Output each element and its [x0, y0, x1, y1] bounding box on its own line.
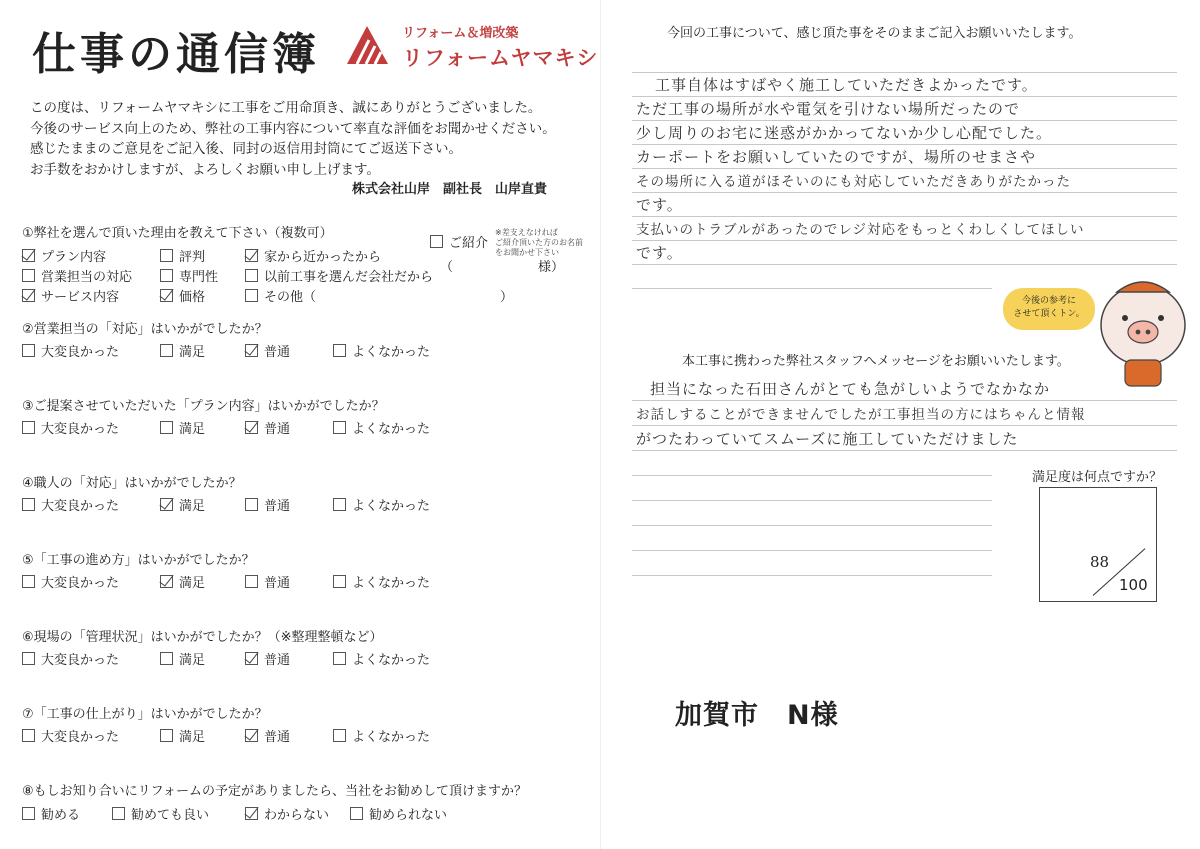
- option-label: 満足: [179, 499, 206, 514]
- checkbox[interactable]: [22, 249, 35, 262]
- handwritten-line: です。: [636, 244, 683, 262]
- rating-option[interactable]: [22, 418, 119, 437]
- handwritten-line: 少し周りのお宅に迷惑がかかってないか少し心配でした。: [636, 124, 1053, 142]
- q8-option[interactable]: [112, 804, 209, 823]
- checkbox[interactable]: [160, 498, 173, 511]
- intro-line: 感じたままのご意見をご記入後、同封の返信用封筒にてご返送下さい。: [30, 141, 462, 157]
- option-label: よくなかった: [352, 422, 431, 437]
- q8-option[interactable]: [245, 804, 329, 823]
- checkbox[interactable]: [22, 575, 35, 588]
- handwritten-line: 工事自体はすばやく施工していただきよかったです。: [655, 76, 1038, 94]
- checkbox[interactable]: [160, 729, 173, 742]
- logo-tagline: リフォーム＆増改築: [402, 26, 519, 41]
- q1-referral-option[interactable]: [430, 232, 488, 251]
- score-value: 88: [1090, 553, 1110, 571]
- checkbox[interactable]: [245, 269, 258, 282]
- option-label: ご紹介: [449, 236, 489, 251]
- option-label: 以前工事を選んだ会社だから: [264, 270, 434, 285]
- satisfaction-question: 満足度は何点ですか？: [1032, 470, 1163, 485]
- handwritten-line: お話しすることができませんでしたが工事担当の方にはちゃんと情報: [636, 407, 1086, 423]
- option-label: 大変良かった: [41, 653, 120, 668]
- q8-option[interactable]: [350, 804, 447, 823]
- ruled-line: [632, 72, 1177, 73]
- impressions-heading: 今回の工事について、感じ頂た事をそのままご記入お願いいたします。: [667, 26, 1082, 41]
- option-label: よくなかった: [352, 730, 431, 745]
- option-label: 普通: [264, 499, 291, 514]
- question-1: ①弊社を選んで頂いた理由を教えて下さい（複数可）: [22, 226, 333, 241]
- pig-mascot-icon: [1095, 270, 1190, 390]
- referral-open-paren: （: [440, 260, 454, 275]
- q1-option[interactable]: [22, 286, 119, 305]
- checkbox[interactable]: [22, 421, 35, 434]
- q8-option[interactable]: [22, 804, 80, 823]
- option-label: 家から近かったから: [264, 250, 382, 265]
- option-label: その他（: [264, 290, 317, 305]
- checkbox[interactable]: [333, 729, 346, 742]
- rating-option[interactable]: [333, 341, 430, 360]
- handwritten-line: ただ工事の場所が水や電気を引けない場所だったので: [636, 100, 1021, 118]
- option-label: 大変良かった: [41, 499, 120, 514]
- checkbox[interactable]: [430, 235, 443, 248]
- option-label: 勧めても良い: [131, 808, 210, 823]
- option-label: 評判: [179, 250, 206, 265]
- ruled-line: [632, 264, 1177, 265]
- checkbox[interactable]: [245, 344, 258, 357]
- ruled-line: [632, 500, 992, 501]
- checkbox[interactable]: [22, 344, 35, 357]
- intro-line: この度は、リフォームヤマキシに工事をご用命頂き、誠にありがとうございました。: [30, 100, 542, 116]
- rating-option[interactable]: [245, 341, 290, 360]
- rating-option[interactable]: [22, 495, 119, 514]
- rating-option[interactable]: [245, 418, 290, 437]
- option-label: 勧められない: [369, 808, 448, 823]
- intro-line: 今後のサービス向上のため、弊社の工事内容について率直な評価をお聞かせください。: [30, 120, 556, 137]
- checkbox[interactable]: [333, 421, 346, 434]
- house-logo-icon: [345, 22, 390, 67]
- checkbox[interactable]: [245, 729, 258, 742]
- ruled-line: [632, 192, 1177, 193]
- option-label: 大変良かった: [41, 576, 120, 591]
- ruled-line: [632, 450, 1177, 451]
- question-7: ⑦「工事の仕上がり」はいかがでしたか？: [22, 707, 268, 722]
- option-label: 勧める: [41, 808, 81, 823]
- checkbox[interactable]: [245, 807, 258, 820]
- rating-option[interactable]: [333, 726, 430, 745]
- option-label: 満足: [179, 345, 206, 360]
- question-4: ④職人の「対応」はいかがでしたか？: [22, 476, 242, 491]
- rating-option[interactable]: [160, 495, 205, 514]
- q1-option[interactable]: [245, 246, 381, 265]
- rating-option[interactable]: [160, 726, 205, 745]
- q1-option[interactable]: [22, 246, 106, 265]
- rating-option[interactable]: [22, 572, 119, 591]
- rating-option[interactable]: [333, 418, 430, 437]
- mascot-speech-bubble: 今後の参考に させて頂くトン。: [1003, 288, 1095, 330]
- option-label: よくなかった: [352, 653, 431, 668]
- intro-line: お手数をおかけしますが、よろしくお願い申し上げます。: [30, 161, 380, 178]
- checkbox[interactable]: [22, 498, 35, 511]
- option-label: よくなかった: [352, 499, 431, 514]
- q1-option[interactable]: [160, 286, 205, 305]
- checkbox[interactable]: [160, 421, 173, 434]
- ruled-line: [632, 96, 1177, 97]
- customer-name: 加賀市 N様: [675, 700, 839, 731]
- rating-option[interactable]: [333, 495, 430, 514]
- rating-option[interactable]: [333, 572, 430, 591]
- rating-option[interactable]: [22, 649, 119, 668]
- checkbox[interactable]: [333, 652, 346, 665]
- rating-option[interactable]: [245, 572, 290, 591]
- ruled-line: [632, 575, 992, 576]
- ruled-line: [632, 525, 992, 526]
- checkbox[interactable]: [333, 498, 346, 511]
- checkbox[interactable]: [350, 807, 363, 820]
- checkbox[interactable]: [245, 498, 258, 511]
- q1-option[interactable]: [245, 266, 433, 285]
- ruled-line: [632, 120, 1177, 121]
- checkbox[interactable]: [160, 344, 173, 357]
- checkbox[interactable]: [112, 807, 125, 820]
- ruled-line: [632, 144, 1177, 145]
- checkbox[interactable]: [245, 575, 258, 588]
- option-label: 普通: [264, 422, 291, 437]
- rating-option[interactable]: [160, 418, 205, 437]
- checkbox[interactable]: [22, 807, 35, 820]
- handwritten-line: 担当になった石田さんがとても急がしいようでなかなか: [650, 380, 1051, 398]
- question-8: ⑧もしお知り合いにリフォームの予定がありましたら、当社をお勧めして頂けますか？: [22, 784, 528, 799]
- ruled-line: [632, 400, 1177, 401]
- option-label: 普通: [264, 730, 291, 745]
- option-label: 満足: [179, 730, 206, 745]
- rating-option[interactable]: [160, 341, 205, 360]
- rating-option[interactable]: [22, 341, 119, 360]
- handwritten-line: です。: [636, 196, 683, 214]
- other-close-paren: ）: [500, 290, 514, 305]
- rating-option[interactable]: [160, 572, 205, 591]
- q1-option[interactable]: [22, 266, 132, 285]
- referral-note: ※差支えなければ ご紹介頂いた方のお名前 をお聞かせ下さい: [495, 228, 583, 257]
- option-label: 満足: [179, 576, 206, 591]
- option-label: 普通: [264, 653, 291, 668]
- question-3: ③ご提案させていただいた「プラン内容」はいかがでしたか？: [22, 399, 385, 414]
- option-label: 専門性: [179, 270, 219, 285]
- ruled-line: [632, 288, 992, 289]
- option-label: わからない: [264, 808, 330, 823]
- staff-message-heading: 本工事に携わった弊社スタッフへメッセージをお願いいたします。: [682, 354, 1070, 369]
- signature: 株式会社山岸 副社長 山岸直貴: [352, 182, 548, 197]
- intro-text: [30, 98, 556, 180]
- option-label: プラン内容: [41, 250, 107, 265]
- checkbox[interactable]: [160, 575, 173, 588]
- option-label: 大変良かった: [41, 345, 120, 360]
- rating-option[interactable]: [333, 649, 430, 668]
- ruled-line: [632, 425, 1177, 426]
- checkbox[interactable]: [245, 289, 258, 302]
- option-label: 満足: [179, 422, 206, 437]
- question-5: ⑤「工事の進め方」はいかがでしたか？: [22, 553, 255, 568]
- checkbox[interactable]: [245, 421, 258, 434]
- handwritten-line: カーポートをお願いしていたのですが、場所のせまさや: [636, 148, 1037, 166]
- checkbox[interactable]: [160, 269, 173, 282]
- ruled-line: [632, 168, 1177, 169]
- checkbox[interactable]: [245, 249, 258, 262]
- checkbox[interactable]: [333, 575, 346, 588]
- option-label: 満足: [179, 653, 206, 668]
- referral-sama: 様）: [538, 260, 565, 275]
- rating-option[interactable]: [245, 726, 290, 745]
- q1-option[interactable]: [160, 266, 218, 285]
- rating-option[interactable]: [245, 649, 290, 668]
- option-label: 大変良かった: [41, 422, 120, 437]
- checkbox[interactable]: [160, 652, 173, 665]
- ruled-line: [632, 475, 992, 476]
- ruled-line: [632, 550, 992, 551]
- page-title: 仕事の通信簿: [32, 29, 320, 80]
- option-label: 普通: [264, 576, 291, 591]
- q1-option[interactable]: [245, 286, 316, 305]
- handwritten-line: その場所に入る道がほそいのにも対応していただきありがたかった: [636, 174, 1071, 190]
- ruled-line: [632, 216, 1177, 217]
- option-label: 営業担当の対応: [41, 270, 133, 285]
- rating-option[interactable]: [22, 726, 119, 745]
- logo-name: リフォームヤマキシ: [402, 46, 599, 70]
- q1-option[interactable]: [160, 246, 205, 265]
- question-2: ②営業担当の「対応」はいかがでしたか？: [22, 322, 268, 337]
- option-label: 普通: [264, 345, 291, 360]
- checkbox[interactable]: [22, 269, 35, 282]
- option-label: よくなかった: [352, 576, 431, 591]
- rating-option[interactable]: [245, 495, 290, 514]
- checkbox[interactable]: [160, 289, 173, 302]
- checkbox[interactable]: [22, 289, 35, 302]
- question-6: ⑥現場の「管理状況」はいかがでしたか？（※整理整頓など）: [22, 630, 383, 645]
- option-label: 価格: [179, 290, 206, 305]
- handwritten-line: がつたわっていてスムーズに施工していただけました: [636, 430, 1019, 448]
- option-label: よくなかった: [352, 345, 431, 360]
- checkbox[interactable]: [22, 729, 35, 742]
- option-label: サービス内容: [41, 290, 120, 305]
- handwritten-line: 支払いのトラブルがあったのでレジ対応をもっとくわしくしてほしい: [636, 222, 1085, 238]
- score-max: 100: [1119, 576, 1148, 594]
- checkbox[interactable]: [22, 652, 35, 665]
- rating-option[interactable]: [160, 649, 205, 668]
- option-label: 大変良かった: [41, 730, 120, 745]
- ruled-line: [632, 240, 1177, 241]
- checkbox[interactable]: [333, 344, 346, 357]
- checkbox[interactable]: [160, 249, 173, 262]
- checkbox[interactable]: [245, 652, 258, 665]
